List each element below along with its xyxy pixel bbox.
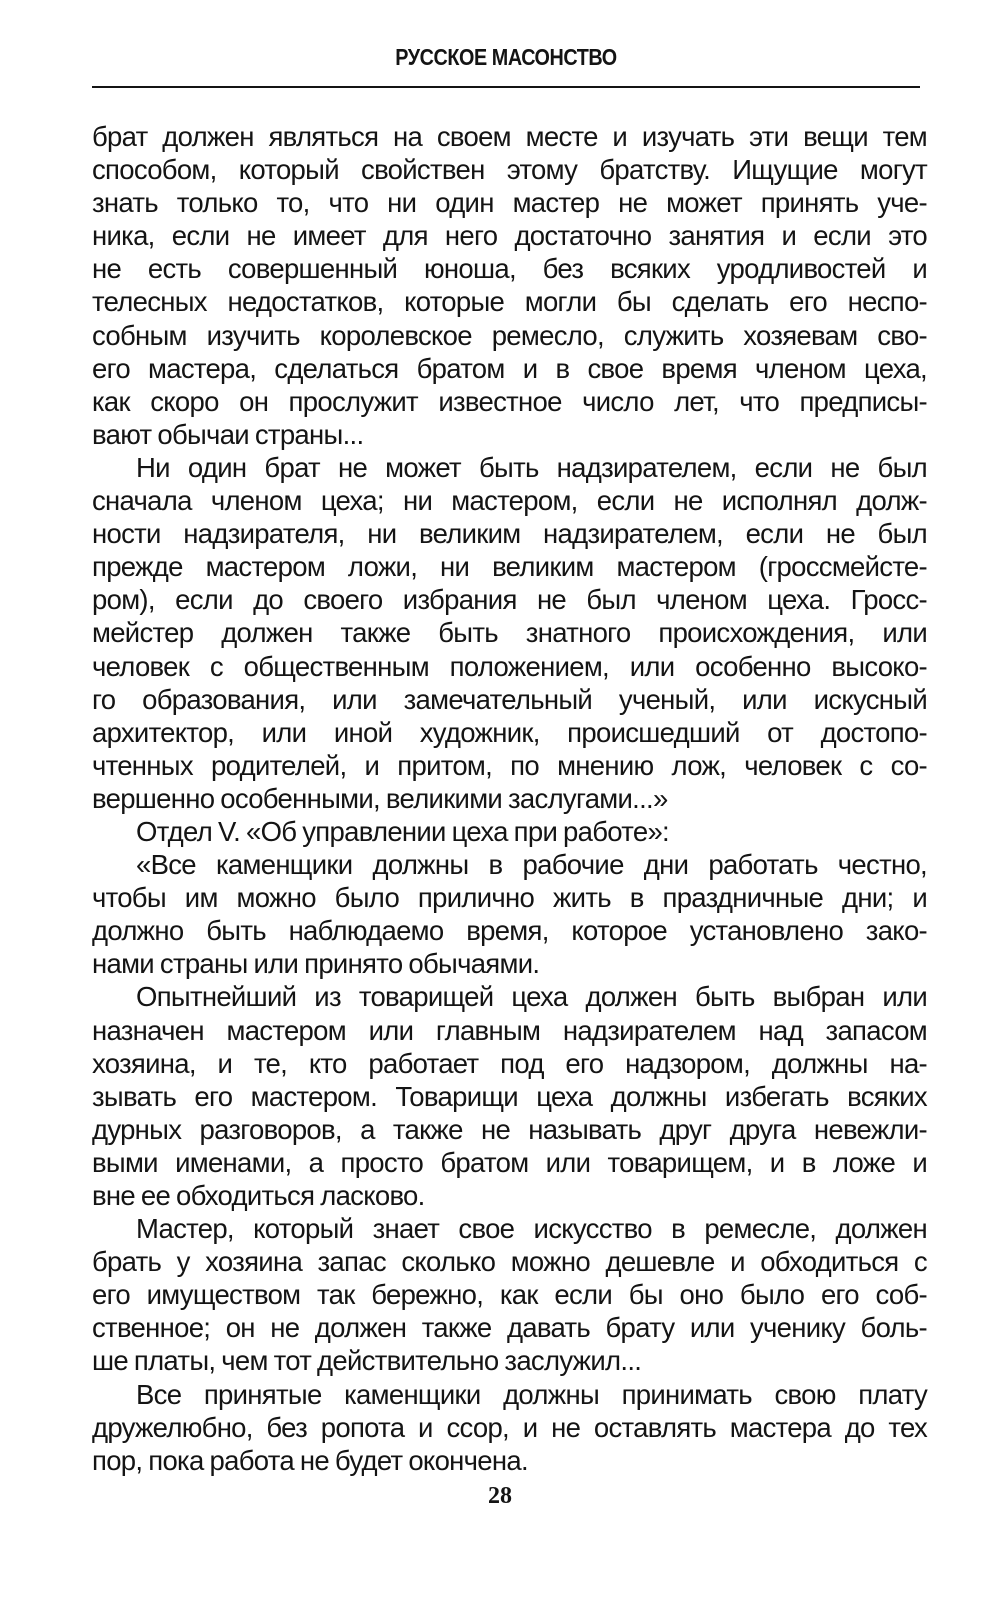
text-line: го образования, или замечательный ученый, или искусный [92, 683, 927, 715]
text-line: знать только то, что ни один мастер не может принять уче- [92, 187, 927, 219]
text-line: чтобы им можно было прилично жить в праздничные дни; и [92, 882, 927, 914]
text-line: зывать его мастером. Товарищи цеха должны избегать всяких [92, 1080, 927, 1112]
text-line: его имуществом так бережно, как если бы оно было его соб- [92, 1279, 927, 1311]
text-line: телесных недостатков, которые могли бы сделать его неспо- [92, 286, 927, 318]
text-line: способом, который свойствен этому братству. Ищущие могут [92, 154, 927, 186]
text-line: сначала членом цеха; ни мастером, если не исполнял долж- [92, 485, 927, 517]
text-line: дурных разговоров, а также не называть друг друга невежли- [92, 1113, 927, 1145]
text-line: ше платы, чем тот действительно заслужил... [92, 1345, 642, 1377]
text-line: дружелюбно, без ропота и ссор, и не оставлять мастера до тех [92, 1411, 927, 1443]
text-line: ности надзирателя, ни великим надзирателем, если не был [92, 518, 927, 550]
header-rule [92, 86, 920, 88]
text-line: Ни один брат не может быть надзирателем, если не был [136, 451, 927, 483]
text-line: назначен мастером или главным надзирателем над запасом [92, 1014, 927, 1046]
text-line: ственное; он не должен также давать брату или ученику боль- [92, 1312, 927, 1344]
text-line: хозяина, и те, кто работает под его надзором, должны на- [92, 1047, 927, 1079]
text-line: Мастер, который знает свое искусство в ремесле, должен [136, 1213, 927, 1245]
text-line: человек с общественным положением, или особенно высоко- [92, 650, 927, 682]
body-text [92, 120, 927, 1477]
text-line: собным изучить королевское ремесло, служить хозяевам сво- [92, 319, 927, 351]
text-line: чтенных родителей, и притом, по мнению лож, человек с со- [92, 749, 927, 781]
text-line: вне ее обходиться ласково. [92, 1180, 425, 1211]
text-line: «Все каменщики должны в рабочие дни работать честно, [136, 849, 927, 881]
text-line: архитектор, или иной художник, происшедший от достопо- [92, 716, 927, 748]
text-line: вершенно особенными, великими заслугами...» [92, 782, 668, 814]
text-line: мейстер должен также быть знатного происхождения, или [92, 617, 927, 649]
text-line: Опытнейший из товарищей цеха должен быть выбран или [136, 981, 927, 1013]
text-line: ром), если до своего избрания не был членом цеха. Гросс- [92, 584, 927, 616]
text-line: брать у хозяина запас сколько можно дешевле и обходиться с [92, 1246, 927, 1278]
text-line: пор, пока работа не будет окончена. [92, 1444, 528, 1476]
text-line: выми именами, а просто братом или товарищем, и в ложе и [92, 1146, 927, 1178]
section-heading: Отдел V. «Об управлении цеха при работе»: [136, 815, 669, 847]
text-line: не есть совершенный юноша, без всяких уродливостей и [92, 253, 927, 285]
text-line: как скоро он прослужит известное число лет, что предписы- [92, 385, 927, 417]
text-line: Все принятые каменщики должны принимать свою плату [136, 1378, 927, 1410]
text-line: брат должен являться на своем месте и изучать эти вещи тем [92, 121, 927, 152]
running-head: РУССКОЕ МАСОНСТВО [395, 44, 617, 70]
text-line: должно быть наблюдаемо время, которое установлено зако- [92, 915, 927, 947]
text-line: ника, если не имеет для него достаточно занятия и если это [92, 220, 927, 252]
page-number: 28 [488, 1483, 512, 1509]
text-line: нами страны или принято обычаями. [92, 948, 540, 980]
text-line: вают обычаи страны... [92, 418, 364, 450]
text-line: прежде мастером ложи, ни великим мастером (гроссмейсте- [92, 551, 927, 583]
text-line: его мастера, сделаться братом и в свое время членом цеха, [92, 352, 927, 384]
